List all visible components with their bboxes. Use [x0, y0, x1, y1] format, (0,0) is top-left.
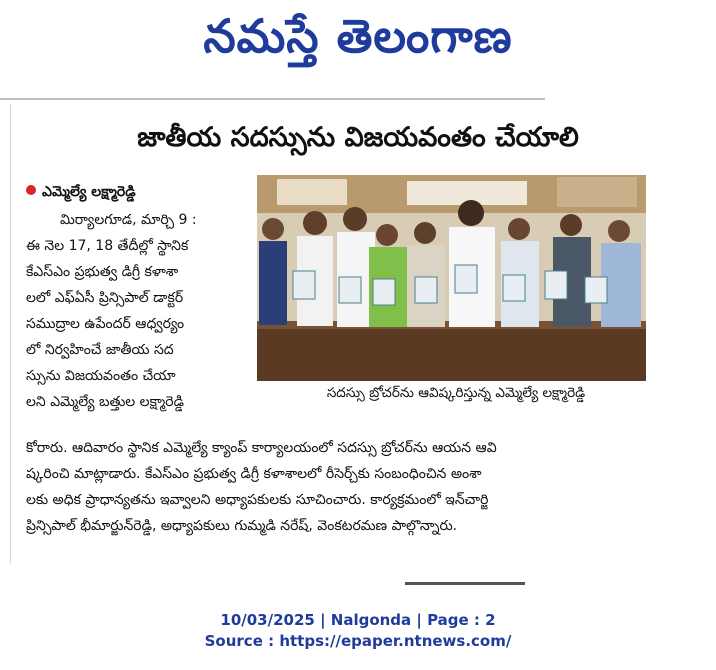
article-line: సముద్రాల ఉపేందర్ ఆధ్వర్యం	[26, 316, 185, 332]
article-line: లకు అధిక ప్రాధాన్యతను ఇవ్వాలని అధ్యాపకులకు సూచించారు. కార్యక్రమంలో ఇన్‌చార్జి	[26, 492, 489, 508]
article-line: ష్కరించి మాట్లాడారు. కేఎస్ఎం ప్రభుత్వ డిగ్రీ కళాశాలలో రీసెర్చ్‌కు సంబంధించిన అంశా	[26, 466, 482, 482]
article-line: కోరారు. ఆదివారం స్థానిక ఎమ్మెల్యే క్యాంప్ కార్యాలయంలో సదస్సు బ్రోచర్‌ను ఆయన ఆవి	[26, 440, 497, 456]
masthead-divider	[0, 98, 545, 100]
article-line: ప్రిన్సిపాల్ భీమార్జున్‌రెడ్డి, అధ్యాపకులు గుమ్మడి నరేష్, వెంకటరమణ పాల్గొన్నారు.	[26, 518, 458, 534]
byline-text: ఎమ్మెల్యే లక్ష్మారెడ్డి	[42, 184, 136, 200]
photo-caption: సదస్సు బ్రోచర్‌ను ఆవిష్కరిస్తున్న ఎమ్మెల్యే లక్ష్మారెడ్డి	[326, 385, 586, 401]
news-photo	[257, 175, 646, 381]
left-margin-rule	[10, 104, 11, 564]
article-line: మిర్యాలగూడ, మార్చి 9 :	[60, 212, 197, 228]
article-line: లో నిర్వహించే జాతీయ సద	[26, 342, 174, 358]
article-line: కేఎస్ఎం ప్రభుత్వ డిగ్రీ కళాశా	[26, 264, 179, 280]
brochure-launch-photo	[257, 175, 646, 381]
clipping-source-line: Source : https://epaper.ntnews.com/	[204, 632, 512, 650]
next-article-fragment	[405, 582, 525, 585]
article-line: ఈ నెల 17, 18 తేదీల్లో స్థానిక	[26, 238, 189, 254]
clipping-date-line: 10/03/2025 | Nalgonda | Page : 2	[220, 611, 496, 629]
article-line: లలో ఎఫ్ఏసీ ప్రిన్సిపాల్ డాక్టర్	[26, 290, 184, 306]
newspaper-masthead: నమస్తే తెలంగాణ	[203, 9, 513, 63]
red-bullet-icon	[26, 185, 36, 195]
article-headline: జాతీయ సదస్సును విజయవంతం చేయాలి	[137, 122, 579, 153]
article-line: స్సును విజయవంతం చేయా	[26, 368, 176, 384]
article-byline	[26, 182, 136, 202]
article-line: లని ఎమ్మెల్యే బత్తుల లక్ష్మారెడ్డి	[26, 394, 184, 410]
